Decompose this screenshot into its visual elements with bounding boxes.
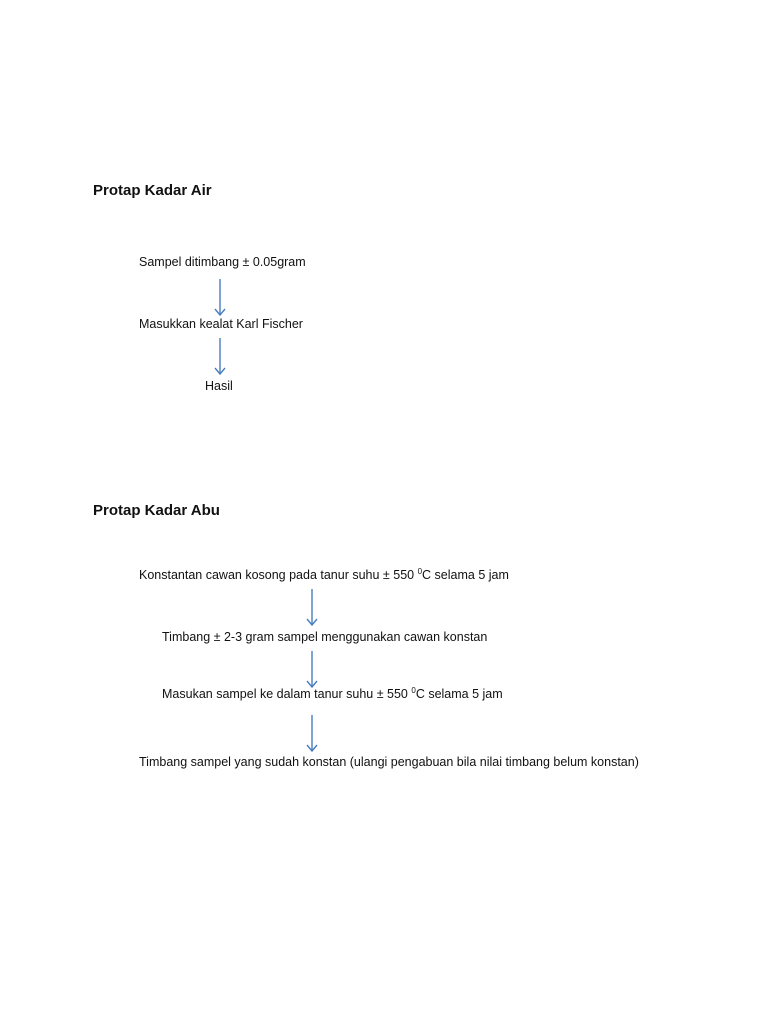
arrow-down-icon bbox=[305, 651, 319, 689]
step-text: Konstantan cawan kosong pada tanur suhu ± 550 bbox=[139, 568, 418, 582]
step-text: Masukan sampel ke dalam tanur suhu ± 550 bbox=[162, 687, 412, 701]
step-timbang-sampel: Timbang ± 2-3 gram sampel menggunakan cawan konstan bbox=[162, 630, 488, 644]
step-sampel-ditimbang: Sampel ditimbang ± 0.05gram bbox=[139, 255, 306, 269]
arrow-down-icon bbox=[305, 589, 319, 627]
step-hasil: Hasil bbox=[205, 379, 233, 393]
step-konstantan-cawan bbox=[139, 568, 509, 582]
degree-superscript: 0 bbox=[417, 566, 423, 576]
step-masukan-sampel-tanur bbox=[162, 687, 503, 701]
step-text: C selama 5 jam bbox=[415, 687, 503, 701]
arrow-down-icon bbox=[213, 338, 227, 376]
step-masukkan-karl-fischer: Masukkan kealat Karl Fischer bbox=[139, 317, 303, 331]
degree-superscript: 0 bbox=[411, 685, 416, 695]
section-heading-kadar-abu: Protap Kadar Abu bbox=[93, 502, 220, 519]
arrow-down-icon bbox=[213, 279, 227, 317]
step-timbang-konstan: Timbang sampel yang sudah konstan (ulangi pengabuan bila nilai timbang belum konstan) bbox=[139, 755, 639, 769]
step-text: C selama 5 jam bbox=[422, 568, 509, 582]
arrow-down-icon bbox=[305, 715, 319, 753]
section-heading-kadar-air: Protap Kadar Air bbox=[93, 182, 212, 199]
